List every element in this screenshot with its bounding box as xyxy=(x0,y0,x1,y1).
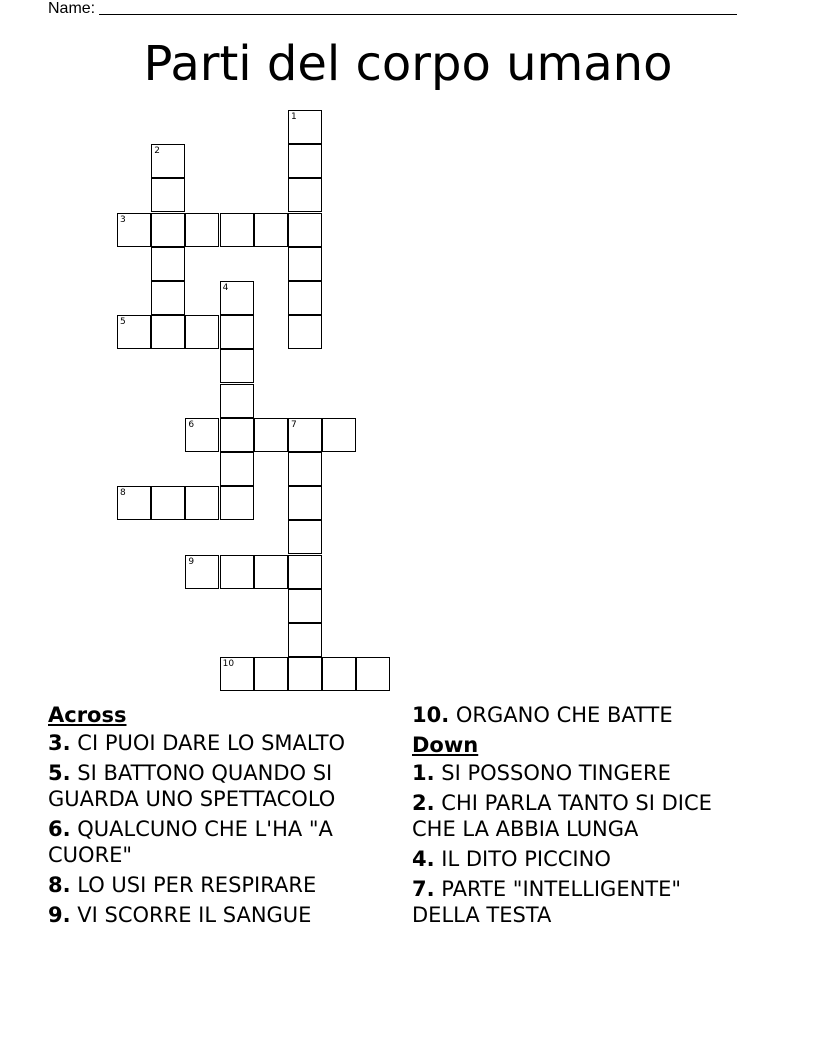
clue-number: 5 xyxy=(120,317,126,328)
clue-number: 1 xyxy=(291,112,297,122)
clue-number: 3 xyxy=(120,214,126,225)
grid-cell[interactable] xyxy=(220,418,254,452)
across-clue: 6. QUALCUNO CHE L'HA "A CUORE" xyxy=(48,817,333,867)
grid-cell[interactable] xyxy=(288,178,322,212)
down-clue: 2. CHI PARLA TANTO SI DICE CHE LA ABBIA LUNGA xyxy=(412,791,712,841)
across-clue: 10. ORGANO CHE BATTE xyxy=(412,703,673,727)
grid-cell[interactable] xyxy=(185,555,219,589)
grid-cell[interactable] xyxy=(254,555,288,589)
grid-cell[interactable] xyxy=(220,281,254,315)
grid-cell[interactable] xyxy=(322,418,356,452)
grid-cell[interactable] xyxy=(288,555,322,589)
grid-cell[interactable] xyxy=(220,657,254,691)
clue-number: 10 xyxy=(222,659,235,670)
grid-cell[interactable] xyxy=(288,486,322,520)
clue-number: 4 xyxy=(222,283,229,293)
grid-cell[interactable] xyxy=(151,281,185,315)
grid-cell[interactable] xyxy=(288,520,322,554)
across-clue: 3. CI PUOI DARE LO SMALTO xyxy=(48,731,346,755)
grid-cell[interactable] xyxy=(117,213,151,247)
grid-cell[interactable] xyxy=(220,452,254,486)
grid-cell[interactable] xyxy=(288,213,322,247)
grid-cell[interactable] xyxy=(185,418,219,452)
grid-cell[interactable] xyxy=(151,486,185,520)
grid-cell[interactable] xyxy=(288,247,322,281)
grid-cell[interactable] xyxy=(288,657,322,691)
grid-cell[interactable] xyxy=(288,418,322,452)
across-clue: 5. SI BATTONO QUANDO SI GUARDA UNO SPETTACOLO xyxy=(48,761,336,811)
grid-cell[interactable] xyxy=(288,315,322,349)
clue-number: 9 xyxy=(188,556,195,567)
grid-cell[interactable] xyxy=(288,623,322,657)
grid-cell[interactable] xyxy=(288,144,322,178)
grid-cell[interactable] xyxy=(288,281,322,315)
grid-cell[interactable] xyxy=(151,247,185,281)
across-clue: 8. LO USI PER RESPIRARE xyxy=(48,873,317,897)
grid-cell[interactable] xyxy=(254,213,288,247)
grid-cell[interactable] xyxy=(220,315,254,349)
grid-cell[interactable] xyxy=(220,555,254,589)
name-blank[interactable] xyxy=(99,0,737,15)
grid-cell[interactable] xyxy=(220,213,254,247)
clue-number: 6 xyxy=(188,419,195,430)
grid-cell[interactable] xyxy=(254,657,288,691)
down-clue: 7. PARTE "INTELLIGENTE" DELLA TESTA xyxy=(412,877,682,927)
clues-left-column xyxy=(48,702,388,932)
grid-cell[interactable] xyxy=(185,315,219,349)
down-clue: 1. SI POSSONO TINGERE xyxy=(412,761,671,785)
grid-cell[interactable] xyxy=(288,589,322,623)
grid-cell[interactable] xyxy=(288,110,322,144)
across-heading: Across xyxy=(48,703,127,727)
grid-cell[interactable] xyxy=(151,178,185,212)
grid-cell[interactable] xyxy=(185,486,219,520)
clue-number: 7 xyxy=(291,419,297,430)
grid-cell[interactable] xyxy=(151,213,185,247)
grid-cell[interactable] xyxy=(288,452,322,486)
name-line xyxy=(48,0,748,18)
across-clue: 9. VI SCORRE IL SANGUE xyxy=(48,903,312,927)
grid-cell[interactable] xyxy=(220,349,254,383)
page-title: Parti del corpo umano xyxy=(143,36,673,92)
grid-cell[interactable] xyxy=(151,144,185,178)
grid-cell[interactable] xyxy=(220,486,254,520)
clues-right-column xyxy=(412,702,752,932)
down-heading: Down xyxy=(412,733,479,757)
grid-cell[interactable] xyxy=(117,315,151,349)
down-clue: 4. IL DITO PICCINO xyxy=(412,847,611,871)
grid-cell[interactable] xyxy=(220,384,254,418)
name-label: Name: xyxy=(48,0,96,17)
grid-cell[interactable] xyxy=(185,213,219,247)
grid-cell[interactable] xyxy=(322,657,356,691)
grid-cell[interactable] xyxy=(356,657,390,691)
clue-number: 2 xyxy=(154,146,160,157)
grid-cell[interactable] xyxy=(151,315,185,349)
grid-cell[interactable] xyxy=(254,418,288,452)
clue-number: 8 xyxy=(120,488,126,499)
grid-cell[interactable] xyxy=(117,486,151,520)
